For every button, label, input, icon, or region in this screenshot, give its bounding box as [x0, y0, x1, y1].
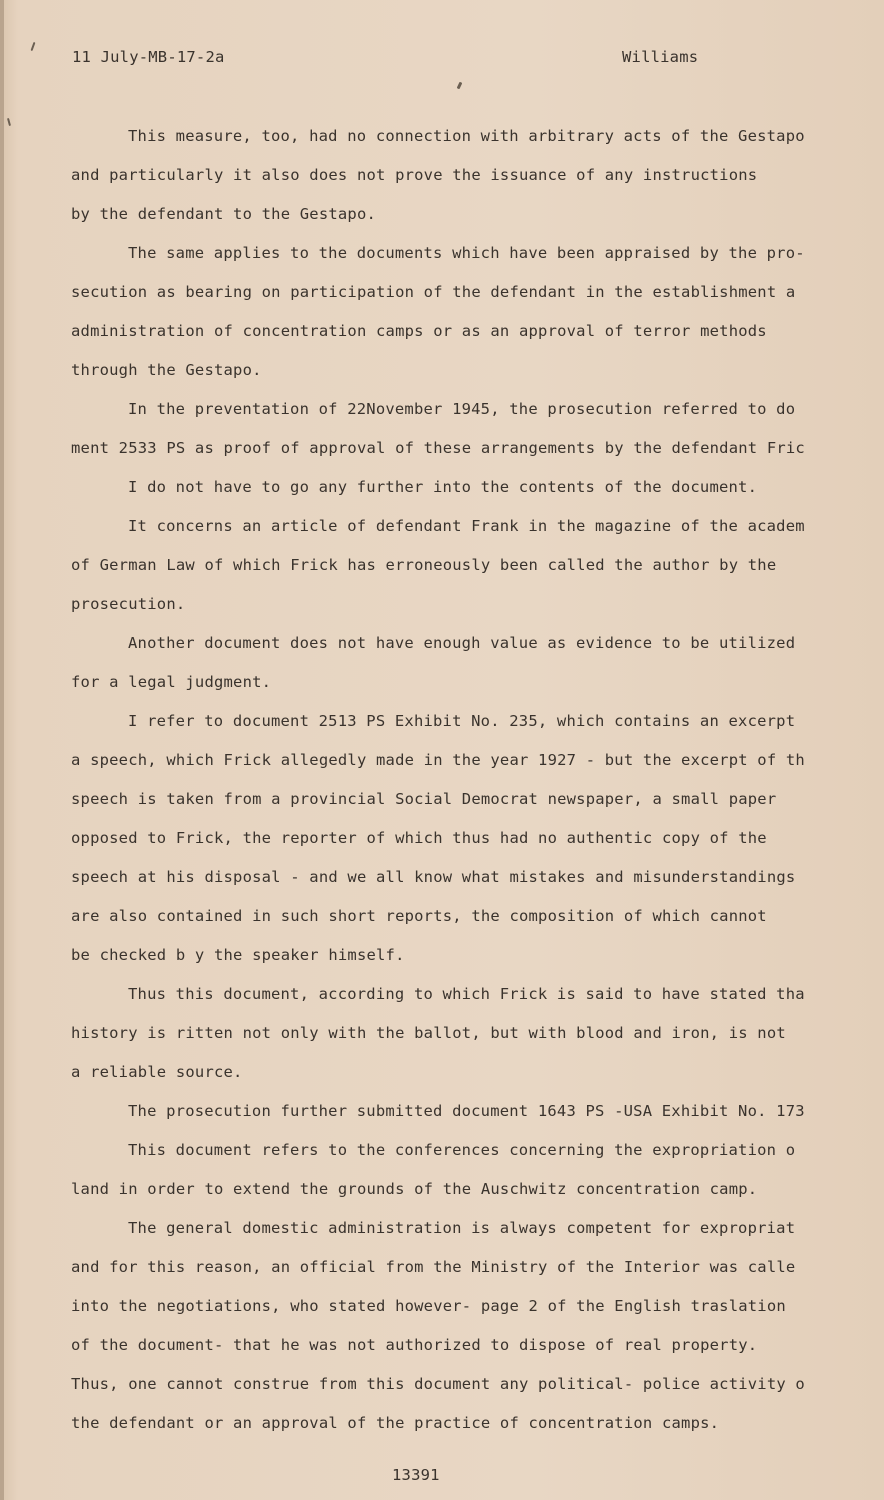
text-line: This document refers to the conferences concerning the expropriation o: [128, 1141, 796, 1159]
text-line: a speech, which Frick allegedly made in the year 1927 - but the excerpt of th: [71, 751, 805, 769]
text-line: land in order to extend the grounds of the Auschwitz concentration camp.: [71, 1180, 758, 1198]
text-line: It concerns an article of defendant Frank in the magazine of the academ: [128, 517, 805, 535]
text-line: prosecution.: [71, 595, 186, 613]
text-line: ment 2533 PS as proof of approval of these arrangements by the defendant Fric: [71, 439, 805, 457]
text-line: history is ritten not only with the ballot, but with blood and iron, is not: [71, 1024, 786, 1042]
text-line: speech at his disposal - and we all know what mistakes and misunderstandings: [71, 868, 796, 886]
text-line: I do not have to go any further into the contents of the document.: [128, 478, 758, 496]
page-number: 13391: [392, 1466, 440, 1484]
text-line: for a legal judgment.: [71, 673, 272, 691]
text-line: The general domestic administration is always competent for expropriat: [128, 1219, 796, 1237]
text-line: In the preventation of 22November 1945, the prosecution referred to do: [128, 400, 796, 418]
text-line: Another document does not have enough value as evidence to be utilized: [128, 634, 796, 652]
text-line: be checked b y the speaker himself.: [71, 946, 405, 964]
text-line: a reliable source.: [71, 1063, 243, 1081]
ink-speck: [7, 118, 11, 126]
text-line: into the negotiations, who stated however- page 2 of the English traslation: [71, 1297, 786, 1315]
text-line: and for this reason, an official from the Ministry of the Interior was calle: [71, 1258, 796, 1276]
text-line: the defendant or an approval of the practice of concentration camps.: [71, 1414, 720, 1432]
text-line: administration of concentration camps or as an approval of terror methods: [71, 322, 767, 340]
text-line: The prosecution further submitted document 1643 PS -USA Exhibit No. 173: [128, 1102, 805, 1120]
text-line: I refer to document 2513 PS Exhibit No. 235, which contains an excerpt: [128, 712, 796, 730]
ink-speck: [457, 82, 463, 90]
text-line: through the Gestapo.: [71, 361, 262, 379]
text-line: and particularly it also does not prove the issuance of any instructions: [71, 166, 758, 184]
text-line: Thus this document, according to which Frick is said to have stated tha: [128, 985, 805, 1003]
reporter-name: Williams: [622, 48, 699, 66]
text-line: by the defendant to the Gestapo.: [71, 205, 377, 223]
text-line: are also contained in such short reports, the composition of which cannot: [71, 907, 767, 925]
text-line: opposed to Frick, the reporter of which thus had no authentic copy of the: [71, 829, 767, 847]
text-line: of German Law of which Frick has erroneously been called the author by the: [71, 556, 777, 574]
document-reference: 11 July-MB-17-2a: [72, 48, 225, 66]
text-line: of the document- that he was not authorized to dispose of real property.: [71, 1336, 758, 1354]
text-line: Thus, one cannot construe from this document any political- police activity o: [71, 1375, 805, 1393]
text-line: This measure, too, had no connection with arbitrary acts of the Gestapo: [128, 127, 805, 145]
page-edge-shadow: [0, 0, 4, 1500]
text-line: The same applies to the documents which have been appraised by the pro-: [128, 244, 805, 262]
text-line: secution as bearing on participation of the defendant in the establishment a: [71, 283, 796, 301]
text-line: speech is taken from a provincial Social Democrat newspaper, a small paper: [71, 790, 777, 808]
ink-speck: [31, 42, 36, 51]
